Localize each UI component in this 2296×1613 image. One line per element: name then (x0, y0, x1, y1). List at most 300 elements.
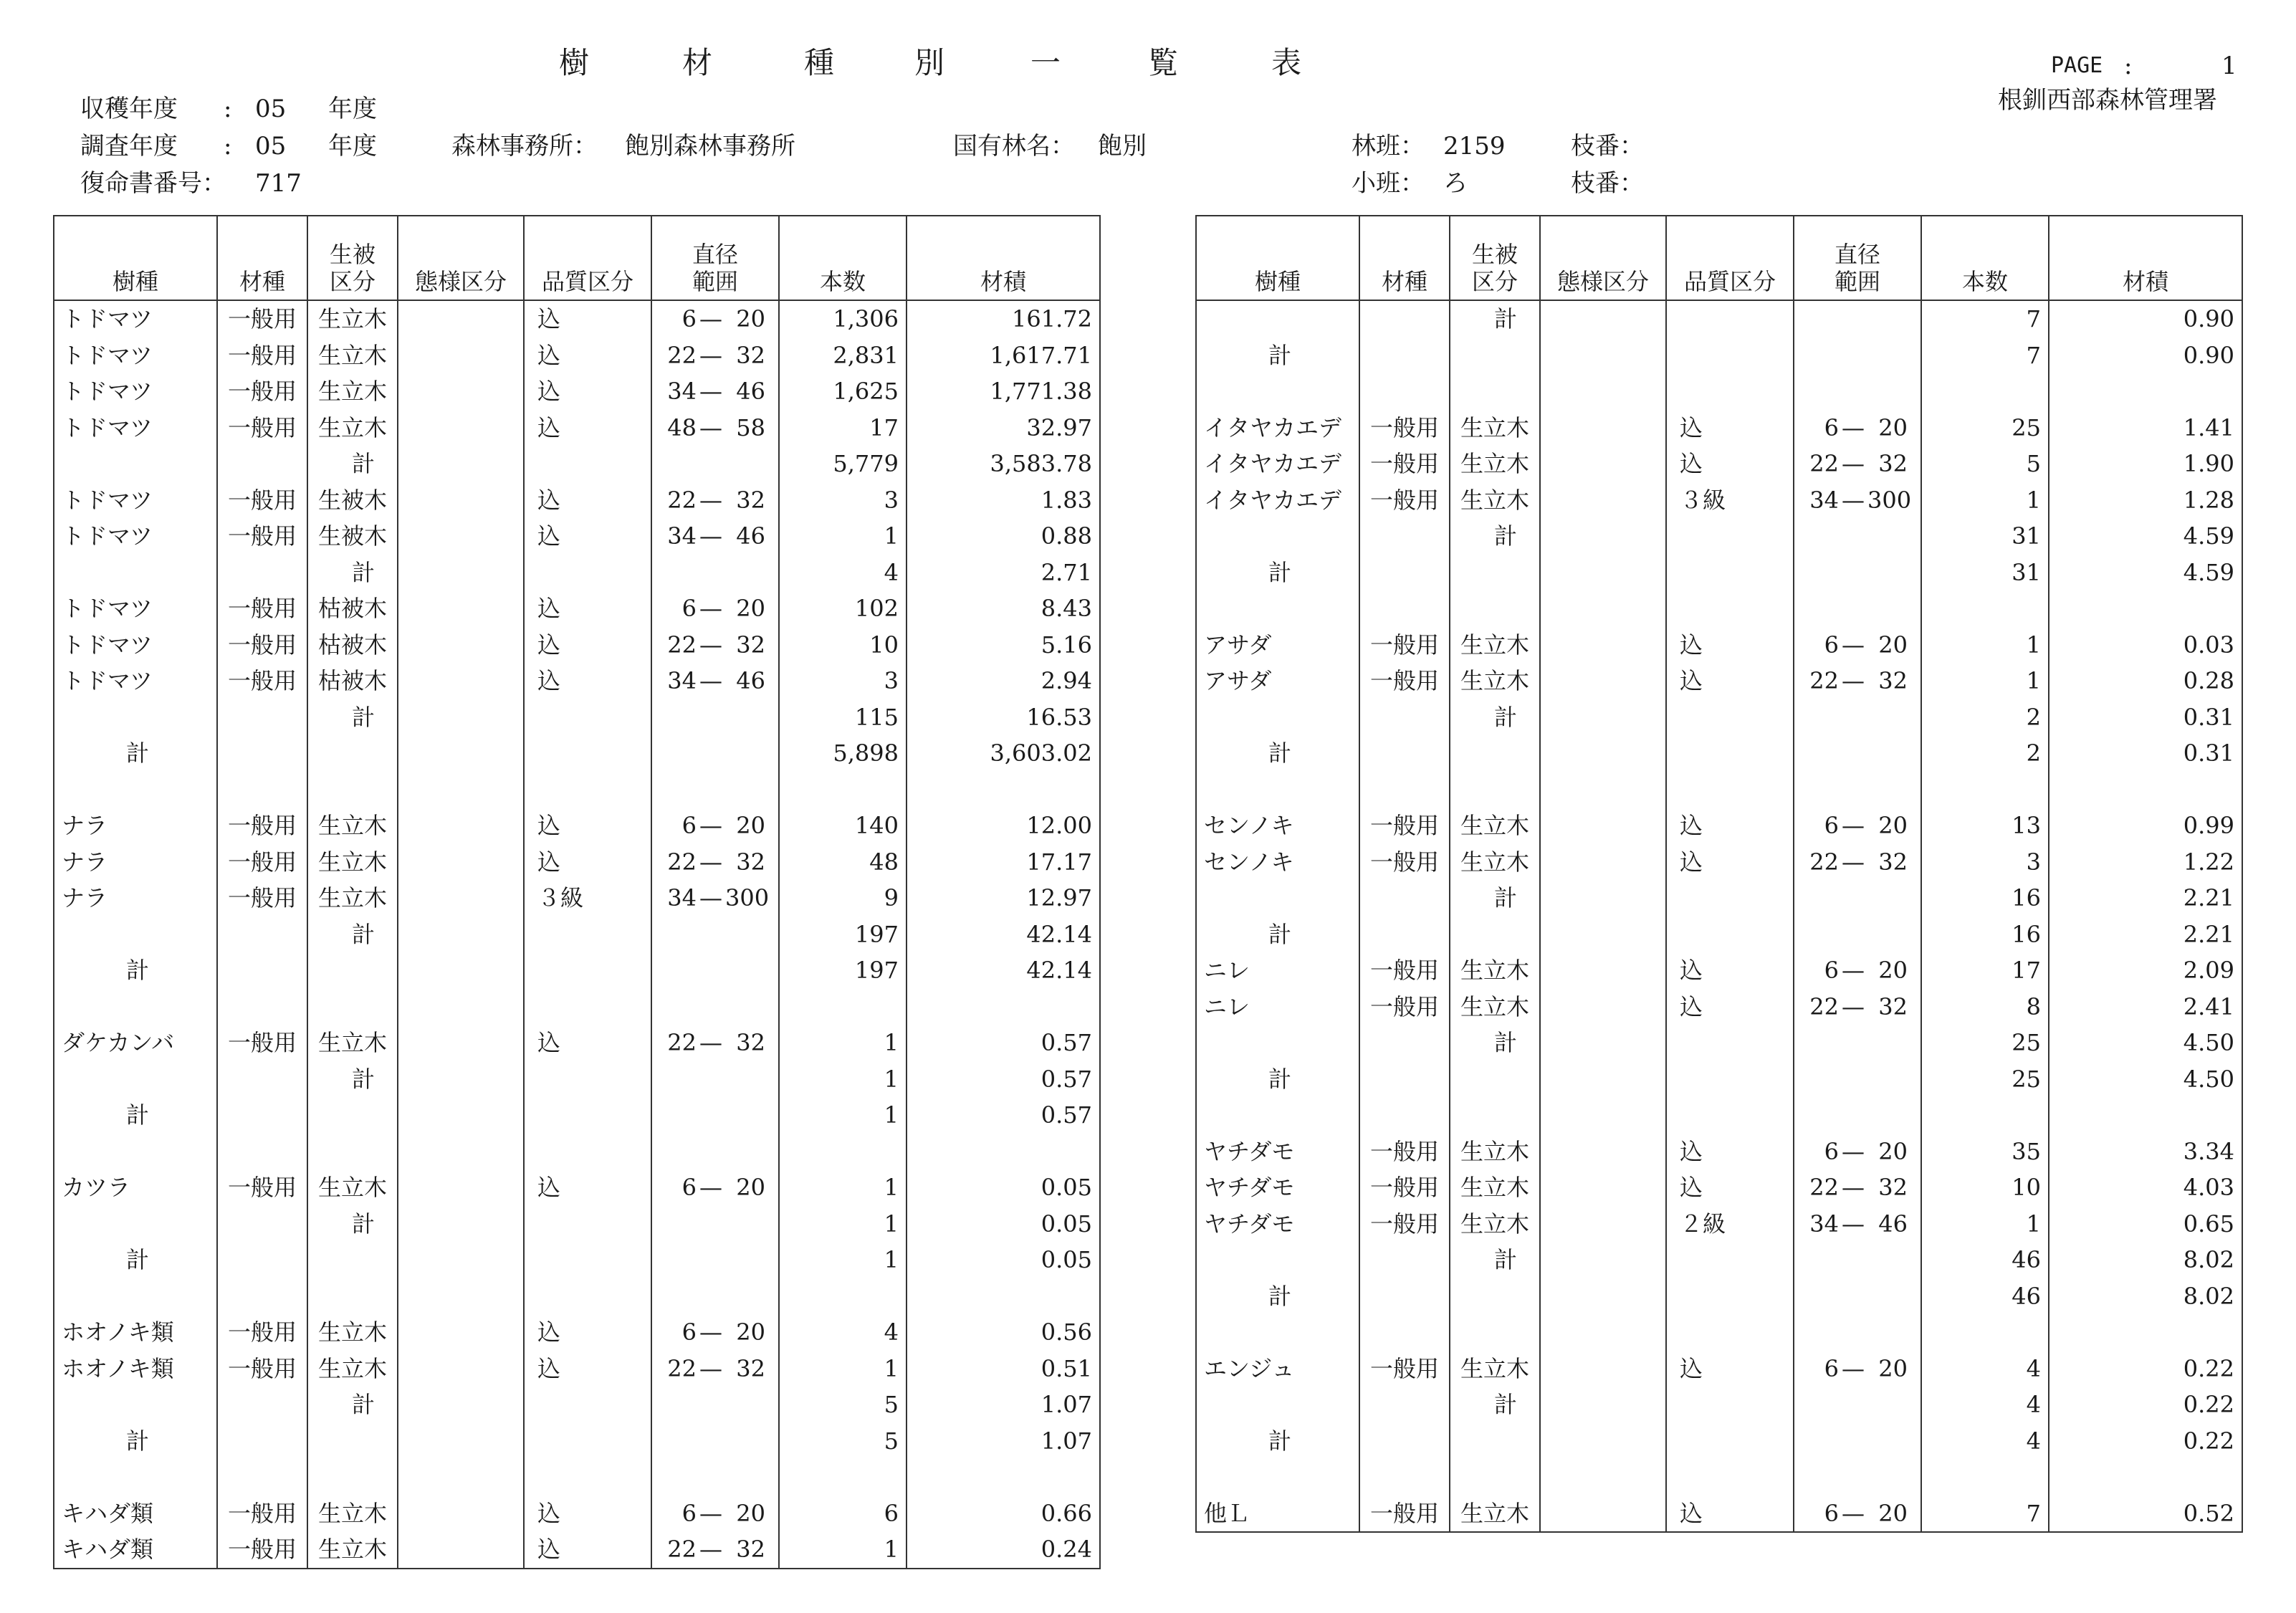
col-header-diameter-line2: 範囲 (692, 268, 738, 295)
diameter-to: 20 (1878, 957, 1908, 984)
material-cell (217, 735, 307, 772)
count-cell: 4 (779, 555, 907, 591)
material-cell: 一般用 (217, 1169, 307, 1206)
species-cell: ヤチダモ (1196, 1169, 1359, 1206)
material-cell: 一般用 (1359, 482, 1450, 519)
life-class-cell: 生立木 (1450, 627, 1540, 664)
condition-cell (398, 1169, 524, 1206)
volume-cell: 8.43 (907, 590, 1100, 627)
quality-cell (1666, 1061, 1794, 1098)
condition-cell (398, 1459, 524, 1495)
condition-cell (398, 663, 524, 699)
diameter-from: 6 (681, 1499, 697, 1527)
species-cell: キハダ類 (54, 1531, 217, 1569)
table-row (54, 410, 1100, 446)
material-cell (217, 555, 307, 591)
diameter-separator: — (699, 522, 722, 550)
life-class-cell: 計 (1450, 300, 1540, 338)
material-cell: 一般用 (1359, 446, 1450, 482)
diameter-to: 20 (736, 812, 765, 839)
condition-cell (1540, 1134, 1666, 1170)
material-cell (1359, 338, 1450, 374)
volume-cell: 0.31 (2049, 735, 2242, 772)
diameter-separator: — (1842, 631, 1865, 659)
material-cell: 一般用 (217, 663, 307, 699)
diameter-range-cell (1794, 627, 1921, 664)
condition-cell (398, 1314, 524, 1351)
quality-cell (1666, 1242, 1794, 1278)
table-row (1196, 1025, 2242, 1061)
col-header-condition: 態様区分 (1540, 216, 1666, 300)
diameter-range-cell (651, 844, 779, 881)
condition-cell (398, 410, 524, 446)
diameter-separator: — (699, 812, 722, 839)
diameter-range-cell (1794, 1423, 1921, 1460)
count-cell (779, 1134, 907, 1170)
diameter-range-cell (651, 1423, 779, 1460)
life-class-cell: 生立木 (1450, 446, 1540, 482)
species-cell: 計 (54, 1423, 217, 1460)
table-row (1196, 1387, 2242, 1423)
table-row (1196, 989, 2242, 1025)
condition-cell (1540, 1387, 1666, 1423)
volume-cell: 0.03 (2049, 627, 2242, 664)
species-cell: トドマツ (54, 410, 217, 446)
diameter-separator: — (699, 1536, 722, 1563)
diameter-range-cell (651, 1134, 779, 1170)
life-class-cell: 枯被木 (307, 663, 398, 699)
life-class-cell (1450, 1097, 1540, 1134)
left-table-body (54, 300, 1100, 1569)
quality-cell (524, 1097, 651, 1134)
count-cell (779, 989, 907, 1025)
volume-cell: 12.00 (907, 808, 1100, 844)
life-class-cell (1450, 1314, 1540, 1351)
harvest-year-unit: 年度 (328, 95, 377, 123)
diameter-from: 22 (667, 631, 697, 659)
species-cell: ナラ (54, 844, 217, 881)
count-cell: 1 (1921, 663, 2049, 699)
quality-cell: 込 (524, 410, 651, 446)
material-cell (217, 1423, 307, 1460)
species-cell (54, 1459, 217, 1495)
species-cell: ナラ (54, 808, 217, 844)
volume-cell: 2.94 (907, 663, 1100, 699)
count-cell: 31 (1921, 555, 2049, 591)
diameter-from: 34 (667, 378, 697, 405)
count-cell: 1 (779, 1351, 907, 1387)
diameter-range-cell (1794, 699, 1921, 736)
species-cell: イタヤカエデ (1196, 482, 1359, 519)
diameter-range-cell (1794, 808, 1921, 844)
diameter-from: 34 (667, 522, 697, 550)
quality-cell (524, 1206, 651, 1243)
volume-cell: 0.57 (907, 1097, 1100, 1134)
table-row (1196, 1314, 2242, 1351)
count-cell: 4 (1921, 1351, 2049, 1387)
quality-cell: 込 (524, 338, 651, 374)
diameter-range-cell (1794, 446, 1921, 482)
quality-cell (1666, 1278, 1794, 1315)
count-cell: 1 (779, 1206, 907, 1243)
volume-cell: 42.14 (907, 952, 1100, 989)
table-row (54, 916, 1100, 953)
material-cell: 一般用 (1359, 663, 1450, 699)
life-class-cell: 生立木 (1450, 844, 1540, 881)
condition-cell (1540, 699, 1666, 736)
diameter-range-cell (1794, 1061, 1921, 1098)
count-cell: 9 (779, 880, 907, 916)
material-cell (1359, 1459, 1450, 1495)
diameter-separator: — (1842, 667, 1865, 694)
count-cell: 4 (1921, 1387, 2049, 1423)
species-cell (1196, 590, 1359, 627)
species-cell (1196, 1097, 1359, 1134)
material-cell: 一般用 (217, 1351, 307, 1387)
diameter-from: 6 (681, 305, 697, 332)
count-cell (1921, 590, 2049, 627)
material-cell (217, 1242, 307, 1278)
diameter-range-cell (651, 590, 779, 627)
condition-cell (1540, 1495, 1666, 1533)
diameter-range-cell (651, 1061, 779, 1098)
quality-cell (1666, 1459, 1794, 1495)
diameter-range-cell (1794, 1459, 1921, 1495)
volume-cell: 0.57 (907, 1061, 1100, 1098)
life-class-cell: 生立木 (307, 338, 398, 374)
diameter-to: 20 (1878, 1137, 1908, 1165)
quality-cell (1666, 1025, 1794, 1061)
title-char: 表 (1271, 45, 1302, 80)
diameter-separator: — (1842, 812, 1865, 839)
diameter-from: 22 (1809, 848, 1839, 876)
diameter-range-cell (1794, 663, 1921, 699)
quality-cell (1666, 518, 1794, 555)
diameter-separator: — (699, 486, 722, 514)
diameter-range-cell (1794, 735, 1921, 772)
harvest-year-colon: : (224, 95, 232, 123)
diameter-from: 22 (667, 1354, 697, 1382)
quality-cell (1666, 555, 1794, 591)
condition-cell (1540, 1423, 1666, 1460)
count-cell: 197 (779, 952, 907, 989)
condition-cell (398, 952, 524, 989)
life-class-cell: 枯被木 (307, 590, 398, 627)
species-cell (1196, 1025, 1359, 1061)
material-cell (1359, 1387, 1450, 1423)
quality-cell: 込 (524, 518, 651, 555)
condition-cell (398, 1351, 524, 1387)
condition-cell (398, 844, 524, 881)
title-char: 種 (804, 45, 835, 80)
count-cell: 1 (779, 1097, 907, 1134)
material-cell (217, 1387, 307, 1423)
volume-cell: 0.22 (2049, 1351, 2242, 1387)
harvest-year-label: 収穫年度 (80, 95, 178, 123)
species-cell: トドマツ (54, 482, 217, 519)
volume-cell (907, 1459, 1100, 1495)
species-cell (54, 446, 217, 482)
table-row (1196, 1206, 2242, 1243)
life-class-cell: 生立木 (1450, 1134, 1540, 1170)
condition-cell (398, 1278, 524, 1315)
table-row (1196, 300, 2242, 338)
count-cell: 2,831 (779, 338, 907, 374)
count-cell: 4 (779, 1314, 907, 1351)
page-number: 1 (2221, 52, 2237, 80)
life-class-cell (307, 1423, 398, 1460)
table-row (54, 627, 1100, 664)
volume-cell: 0.56 (907, 1314, 1100, 1351)
species-cell: トドマツ (54, 663, 217, 699)
diameter-separator: — (1842, 1354, 1865, 1382)
harvest-year-value: 05 (255, 95, 287, 123)
volume-cell: 1,771.38 (907, 373, 1100, 410)
species-cell: キハダ類 (54, 1495, 217, 1532)
diameter-separator: — (699, 631, 722, 659)
table-row (54, 1351, 1100, 1387)
life-class-cell: 計 (307, 916, 398, 953)
diameter-range-cell (1794, 518, 1921, 555)
species-cell: 計 (54, 1097, 217, 1134)
species-cell (54, 1134, 217, 1170)
diameter-to: 32 (736, 848, 765, 876)
life-class-cell (1450, 1061, 1540, 1098)
volume-cell (2049, 373, 2242, 410)
life-class-cell: 計 (1450, 1242, 1540, 1278)
material-cell: 一般用 (1359, 1351, 1450, 1387)
diameter-to: 32 (736, 1354, 765, 1382)
species-cell (54, 1061, 217, 1098)
diameter-from: 6 (1824, 1137, 1839, 1165)
diameter-separator: — (1842, 992, 1865, 1020)
count-cell: 25 (1921, 410, 2049, 446)
material-cell: 一般用 (1359, 808, 1450, 844)
diameter-range-cell (651, 808, 779, 844)
species-cell (1196, 1459, 1359, 1495)
col-header-diameter (651, 216, 779, 300)
report-number-value: 717 (255, 169, 302, 198)
table-row (54, 555, 1100, 591)
material-cell: 一般用 (1359, 1134, 1450, 1170)
diameter-range-cell (1794, 373, 1921, 410)
table-row (54, 1495, 1100, 1532)
material-cell: 一般用 (217, 300, 307, 338)
col-header-diameter-line1: 直径 (692, 241, 738, 268)
branch-label: 枝番： (1571, 132, 1644, 161)
table-row (1196, 1278, 2242, 1315)
condition-cell (398, 1025, 524, 1061)
diameter-from: 22 (667, 341, 697, 369)
count-cell: 5,898 (779, 735, 907, 772)
life-class-cell: 生被木 (307, 518, 398, 555)
condition-cell (398, 1495, 524, 1532)
quality-cell (524, 555, 651, 591)
life-class-cell (1450, 1423, 1540, 1460)
count-cell (779, 1459, 907, 1495)
diameter-separator: — (699, 1318, 722, 1346)
volume-cell: 1.07 (907, 1387, 1100, 1423)
material-cell: 一般用 (1359, 410, 1450, 446)
diameter-range-cell (651, 1169, 779, 1206)
table-row (1196, 952, 2242, 989)
life-class-cell: 生立木 (307, 880, 398, 916)
title-char: 覧 (1148, 45, 1179, 80)
diameter-from: 22 (667, 1029, 697, 1056)
col-header-count: 本数 (779, 216, 907, 300)
life-class-cell: 生立木 (307, 808, 398, 844)
diameter-from: 6 (1824, 1499, 1839, 1527)
table-row (1196, 1242, 2242, 1278)
volume-cell: 0.05 (907, 1169, 1100, 1206)
material-cell (217, 699, 307, 736)
col-header-volume: 材積 (2049, 216, 2242, 300)
condition-cell (1540, 300, 1666, 338)
life-class-cell: 生立木 (307, 1025, 398, 1061)
diameter-range-cell (1794, 1314, 1921, 1351)
quality-cell (1666, 373, 1794, 410)
diameter-to: 20 (1878, 1354, 1908, 1382)
diameter-separator: — (699, 667, 722, 694)
volume-cell: 8.02 (2049, 1278, 2242, 1315)
condition-cell (1540, 952, 1666, 989)
diameter-range-cell (651, 916, 779, 953)
species-cell: トドマツ (54, 338, 217, 374)
species-cell: ヤチダモ (1196, 1206, 1359, 1243)
diameter-to: 20 (1878, 413, 1908, 441)
volume-cell: 0.05 (907, 1206, 1100, 1243)
material-cell: 一般用 (1359, 1169, 1450, 1206)
diameter-range-cell (651, 300, 779, 338)
volume-cell: 0.52 (2049, 1495, 2242, 1533)
life-class-cell: 生立木 (307, 1169, 398, 1206)
diameter-range-cell (1794, 1169, 1921, 1206)
species-cell: 計 (1196, 555, 1359, 591)
condition-cell (398, 735, 524, 772)
material-cell: 一般用 (217, 1495, 307, 1532)
count-cell: 31 (1921, 518, 2049, 555)
species-cell: 計 (1196, 735, 1359, 772)
table-row (1196, 1134, 2242, 1170)
life-class-cell: 生立木 (307, 410, 398, 446)
col-header-material: 材種 (217, 216, 307, 300)
count-cell: 1 (1921, 482, 2049, 519)
table-row (54, 1242, 1100, 1278)
life-class-cell (307, 1459, 398, 1495)
count-cell: 5 (779, 1387, 907, 1423)
life-class-cell: 計 (1450, 880, 1540, 916)
volume-cell: 1.22 (2049, 844, 2242, 881)
species-cell: ホオノキ類 (54, 1314, 217, 1351)
life-class-cell: 生立木 (307, 844, 398, 881)
compartment-value: 2159 (1443, 132, 1506, 161)
diameter-to: 20 (736, 1174, 765, 1201)
volume-cell: 1.28 (2049, 482, 2242, 519)
quality-cell: 込 (1666, 1169, 1794, 1206)
volume-cell: 0.24 (907, 1531, 1100, 1569)
count-cell: 16 (1921, 916, 2049, 953)
diameter-range-cell (651, 627, 779, 664)
table-row (1196, 772, 2242, 808)
life-class-cell: 生立木 (1450, 663, 1540, 699)
diameter-to: 20 (1878, 631, 1908, 659)
diameter-to: 32 (736, 631, 765, 659)
quality-cell (524, 1459, 651, 1495)
volume-cell: 1.90 (2049, 446, 2242, 482)
quality-cell: 込 (524, 590, 651, 627)
diameter-separator: — (1842, 486, 1865, 514)
material-cell (1359, 735, 1450, 772)
life-class-cell: 生立木 (1450, 808, 1540, 844)
species-cell (1196, 880, 1359, 916)
material-cell: 一般用 (1359, 989, 1450, 1025)
species-cell: ニレ (1196, 989, 1359, 1025)
quality-cell (524, 1134, 651, 1170)
diameter-separator: — (699, 305, 722, 332)
material-cell (1359, 555, 1450, 591)
table-row (1196, 808, 2242, 844)
volume-cell: 0.28 (2049, 663, 2242, 699)
table-row (1196, 1169, 2242, 1206)
quality-cell: 込 (1666, 844, 1794, 881)
diameter-separator: — (699, 1174, 722, 1201)
forest-office-value: 飽別森林事務所 (625, 132, 795, 161)
condition-cell (1540, 663, 1666, 699)
quality-cell: 込 (524, 663, 651, 699)
species-cell: アサダ (1196, 627, 1359, 664)
condition-cell (1540, 916, 1666, 953)
table-row (54, 1531, 1100, 1569)
material-cell: 一般用 (1359, 1495, 1450, 1533)
title-char: 別 (914, 45, 945, 80)
count-cell (779, 772, 907, 808)
life-class-cell: 生立木 (307, 1314, 398, 1351)
table-row (54, 952, 1100, 989)
diameter-range-cell (1794, 989, 1921, 1025)
diameter-range-cell (1794, 1351, 1921, 1387)
table-row (54, 482, 1100, 519)
condition-cell (398, 482, 524, 519)
quality-cell: 込 (1666, 808, 1794, 844)
quality-cell (524, 916, 651, 953)
life-class-cell: 計 (1450, 1025, 1540, 1061)
quality-cell (524, 1423, 651, 1460)
quality-cell: 込 (524, 1025, 651, 1061)
table-row (54, 1134, 1100, 1170)
count-cell: 13 (1921, 808, 2049, 844)
volume-cell: 0.22 (2049, 1387, 2242, 1423)
life-class-cell (307, 989, 398, 1025)
diameter-range-cell (1794, 590, 1921, 627)
diameter-separator: — (1842, 1210, 1865, 1238)
condition-cell (1540, 1351, 1666, 1387)
species-cell: ナラ (54, 880, 217, 916)
table-row (54, 663, 1100, 699)
quality-cell: 込 (1666, 989, 1794, 1025)
diameter-separator: — (699, 1029, 722, 1056)
forest-office-label: 森林事務所： (451, 132, 598, 161)
diameter-from: 6 (1824, 812, 1839, 839)
volume-cell: 0.05 (907, 1242, 1100, 1278)
table-row (54, 1206, 1100, 1243)
quality-cell (524, 1278, 651, 1315)
diameter-from: 6 (1824, 413, 1839, 441)
condition-cell (398, 1134, 524, 1170)
diameter-range-cell (651, 1206, 779, 1243)
material-cell: 一般用 (217, 1025, 307, 1061)
quality-cell (1666, 590, 1794, 627)
species-cell: ニレ (1196, 952, 1359, 989)
